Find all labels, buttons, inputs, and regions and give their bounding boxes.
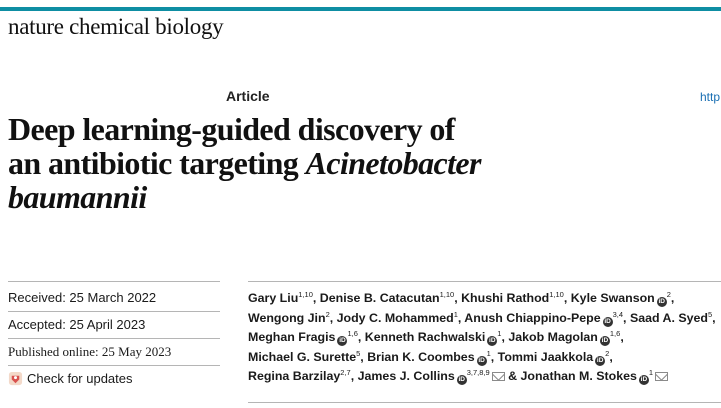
orcid-icon[interactable]: iD (596, 356, 604, 364)
author-name[interactable]: Tommi Jaakkola (497, 349, 594, 364)
author-entry[interactable] (521, 369, 669, 383)
orcid-icon[interactable]: iD (604, 317, 611, 325)
title-species-epithet: baumannii (8, 179, 147, 215)
author-entry[interactable] (248, 291, 316, 305)
author-affiliation: 5 (356, 348, 361, 358)
author-entry[interactable] (571, 291, 675, 305)
orcid-icon[interactable]: iD (601, 337, 609, 345)
author-entry[interactable] (248, 369, 354, 383)
orcid-icon[interactable]: iD (339, 337, 346, 345)
author-affiliation: 2 (325, 309, 330, 319)
title-species-genus: Acinetobacter (305, 145, 481, 181)
orcid-icon[interactable]: iD (658, 298, 665, 305)
orcid-icon[interactable]: iD (478, 356, 485, 364)
author-separator: , (563, 291, 568, 305)
author-affiliation: 1,10 (549, 289, 564, 299)
orcid-icon[interactable]: iD (640, 376, 648, 384)
author-name[interactable]: James J. Collins (357, 369, 455, 384)
author-name[interactable]: Denise B. Catacutan (319, 291, 440, 305)
author-separator: & (504, 369, 518, 384)
mail-icon[interactable] (655, 372, 668, 381)
doi-link[interactable]: http (700, 90, 721, 104)
author-entry[interactable] (508, 330, 623, 344)
author-separator: , (620, 330, 624, 345)
author-name[interactable]: Michael G. Surette (248, 349, 357, 364)
author-name[interactable]: Khushi Rathod (461, 291, 550, 305)
accepted-date: Accepted: 25 April 2023 (8, 317, 146, 332)
divider (8, 311, 220, 312)
author-separator: , (329, 310, 334, 325)
author-separator: , (490, 349, 495, 364)
orcid-icon[interactable]: iD (489, 337, 496, 345)
author-affiliation: 1,6 (347, 329, 358, 339)
author-entry[interactable] (358, 369, 517, 383)
author-name[interactable]: Wengong Jin (248, 310, 326, 325)
author-list (248, 289, 718, 387)
author-affiliation: 2 (605, 348, 610, 358)
divider (8, 338, 220, 339)
author-separator: , (623, 310, 627, 325)
author-name[interactable]: Jonathan M. Stokes (520, 369, 637, 384)
author-name[interactable]: Meghan Fragis (248, 330, 336, 345)
check-for-updates-link[interactable] (8, 371, 133, 386)
author-separator: , (501, 330, 505, 345)
author-name[interactable]: Regina Barzilay (248, 369, 341, 384)
check-for-updates-label: Check for updates (27, 371, 133, 386)
author-separator: , (357, 330, 362, 345)
author-entry[interactable] (337, 311, 462, 325)
author-separator: , (670, 291, 675, 305)
author-entry[interactable] (320, 291, 458, 305)
author-separator: , (350, 369, 355, 384)
author-separator: , (609, 349, 613, 364)
divider (248, 402, 721, 403)
author-separator: , (457, 310, 462, 325)
author-affiliation: 2,7 (340, 368, 351, 378)
author-entry[interactable] (464, 311, 626, 325)
title-line-1: Deep learning-guided discovery of (8, 111, 455, 147)
journal-name[interactable]: nature chemical biology (8, 14, 224, 39)
author-name[interactable]: Jody C. Mohammed (336, 310, 454, 325)
author-affiliation: 1,10 (439, 289, 455, 299)
author-entry[interactable] (248, 311, 333, 325)
author-affiliation: 1,10 (298, 289, 313, 299)
author-separator: , (454, 291, 458, 305)
author-affiliation: 1 (497, 329, 502, 339)
author-separator: , (312, 291, 317, 305)
check-updates-icon (8, 371, 23, 386)
author-affiliation: 3,4 (612, 309, 624, 319)
author-name[interactable]: Brian K. Coombes (367, 349, 475, 364)
author-entry[interactable] (498, 350, 613, 364)
author-entry[interactable] (367, 350, 494, 364)
author-affiliation: 1 (648, 368, 654, 378)
divider (8, 281, 220, 282)
author-affiliation: 1 (453, 309, 458, 319)
author-name[interactable]: Gary Liu (248, 291, 299, 305)
author-affiliation: 5 (708, 309, 713, 319)
divider (8, 365, 220, 366)
published-date: Published online: 25 May 2023 (8, 344, 172, 359)
article-title (8, 112, 648, 214)
author-entry[interactable] (461, 291, 567, 305)
received-date: Received: 25 March 2022 (8, 290, 157, 305)
author-entry[interactable] (630, 311, 716, 325)
orcid-icon[interactable]: iD (458, 376, 465, 384)
divider (248, 281, 721, 282)
journal-accent-bar (0, 7, 721, 11)
author-name[interactable]: Saad A. Syed (629, 310, 708, 325)
author-separator: , (360, 349, 364, 364)
article-type-label: Article (226, 88, 270, 104)
author-name[interactable]: Anush Chiappino-Pepe (464, 310, 601, 325)
author-affiliation: 1 (486, 348, 491, 358)
title-line-2: an antibiotic targeting (8, 145, 306, 181)
mail-icon[interactable] (492, 372, 505, 381)
author-name[interactable]: Jakob Magolan (508, 330, 598, 345)
author-affiliation: 2 (666, 289, 671, 299)
author-entry[interactable] (248, 330, 361, 344)
author-affiliation: 3,7,8,9 (466, 368, 490, 378)
author-name[interactable]: Kenneth Rachwalski (364, 330, 486, 345)
author-separator: , (712, 310, 716, 325)
author-entry[interactable] (248, 350, 364, 364)
author-name[interactable]: Kyle Swanson (570, 291, 655, 305)
author-entry[interactable] (365, 330, 505, 344)
author-affiliation: 1,6 (609, 329, 621, 339)
